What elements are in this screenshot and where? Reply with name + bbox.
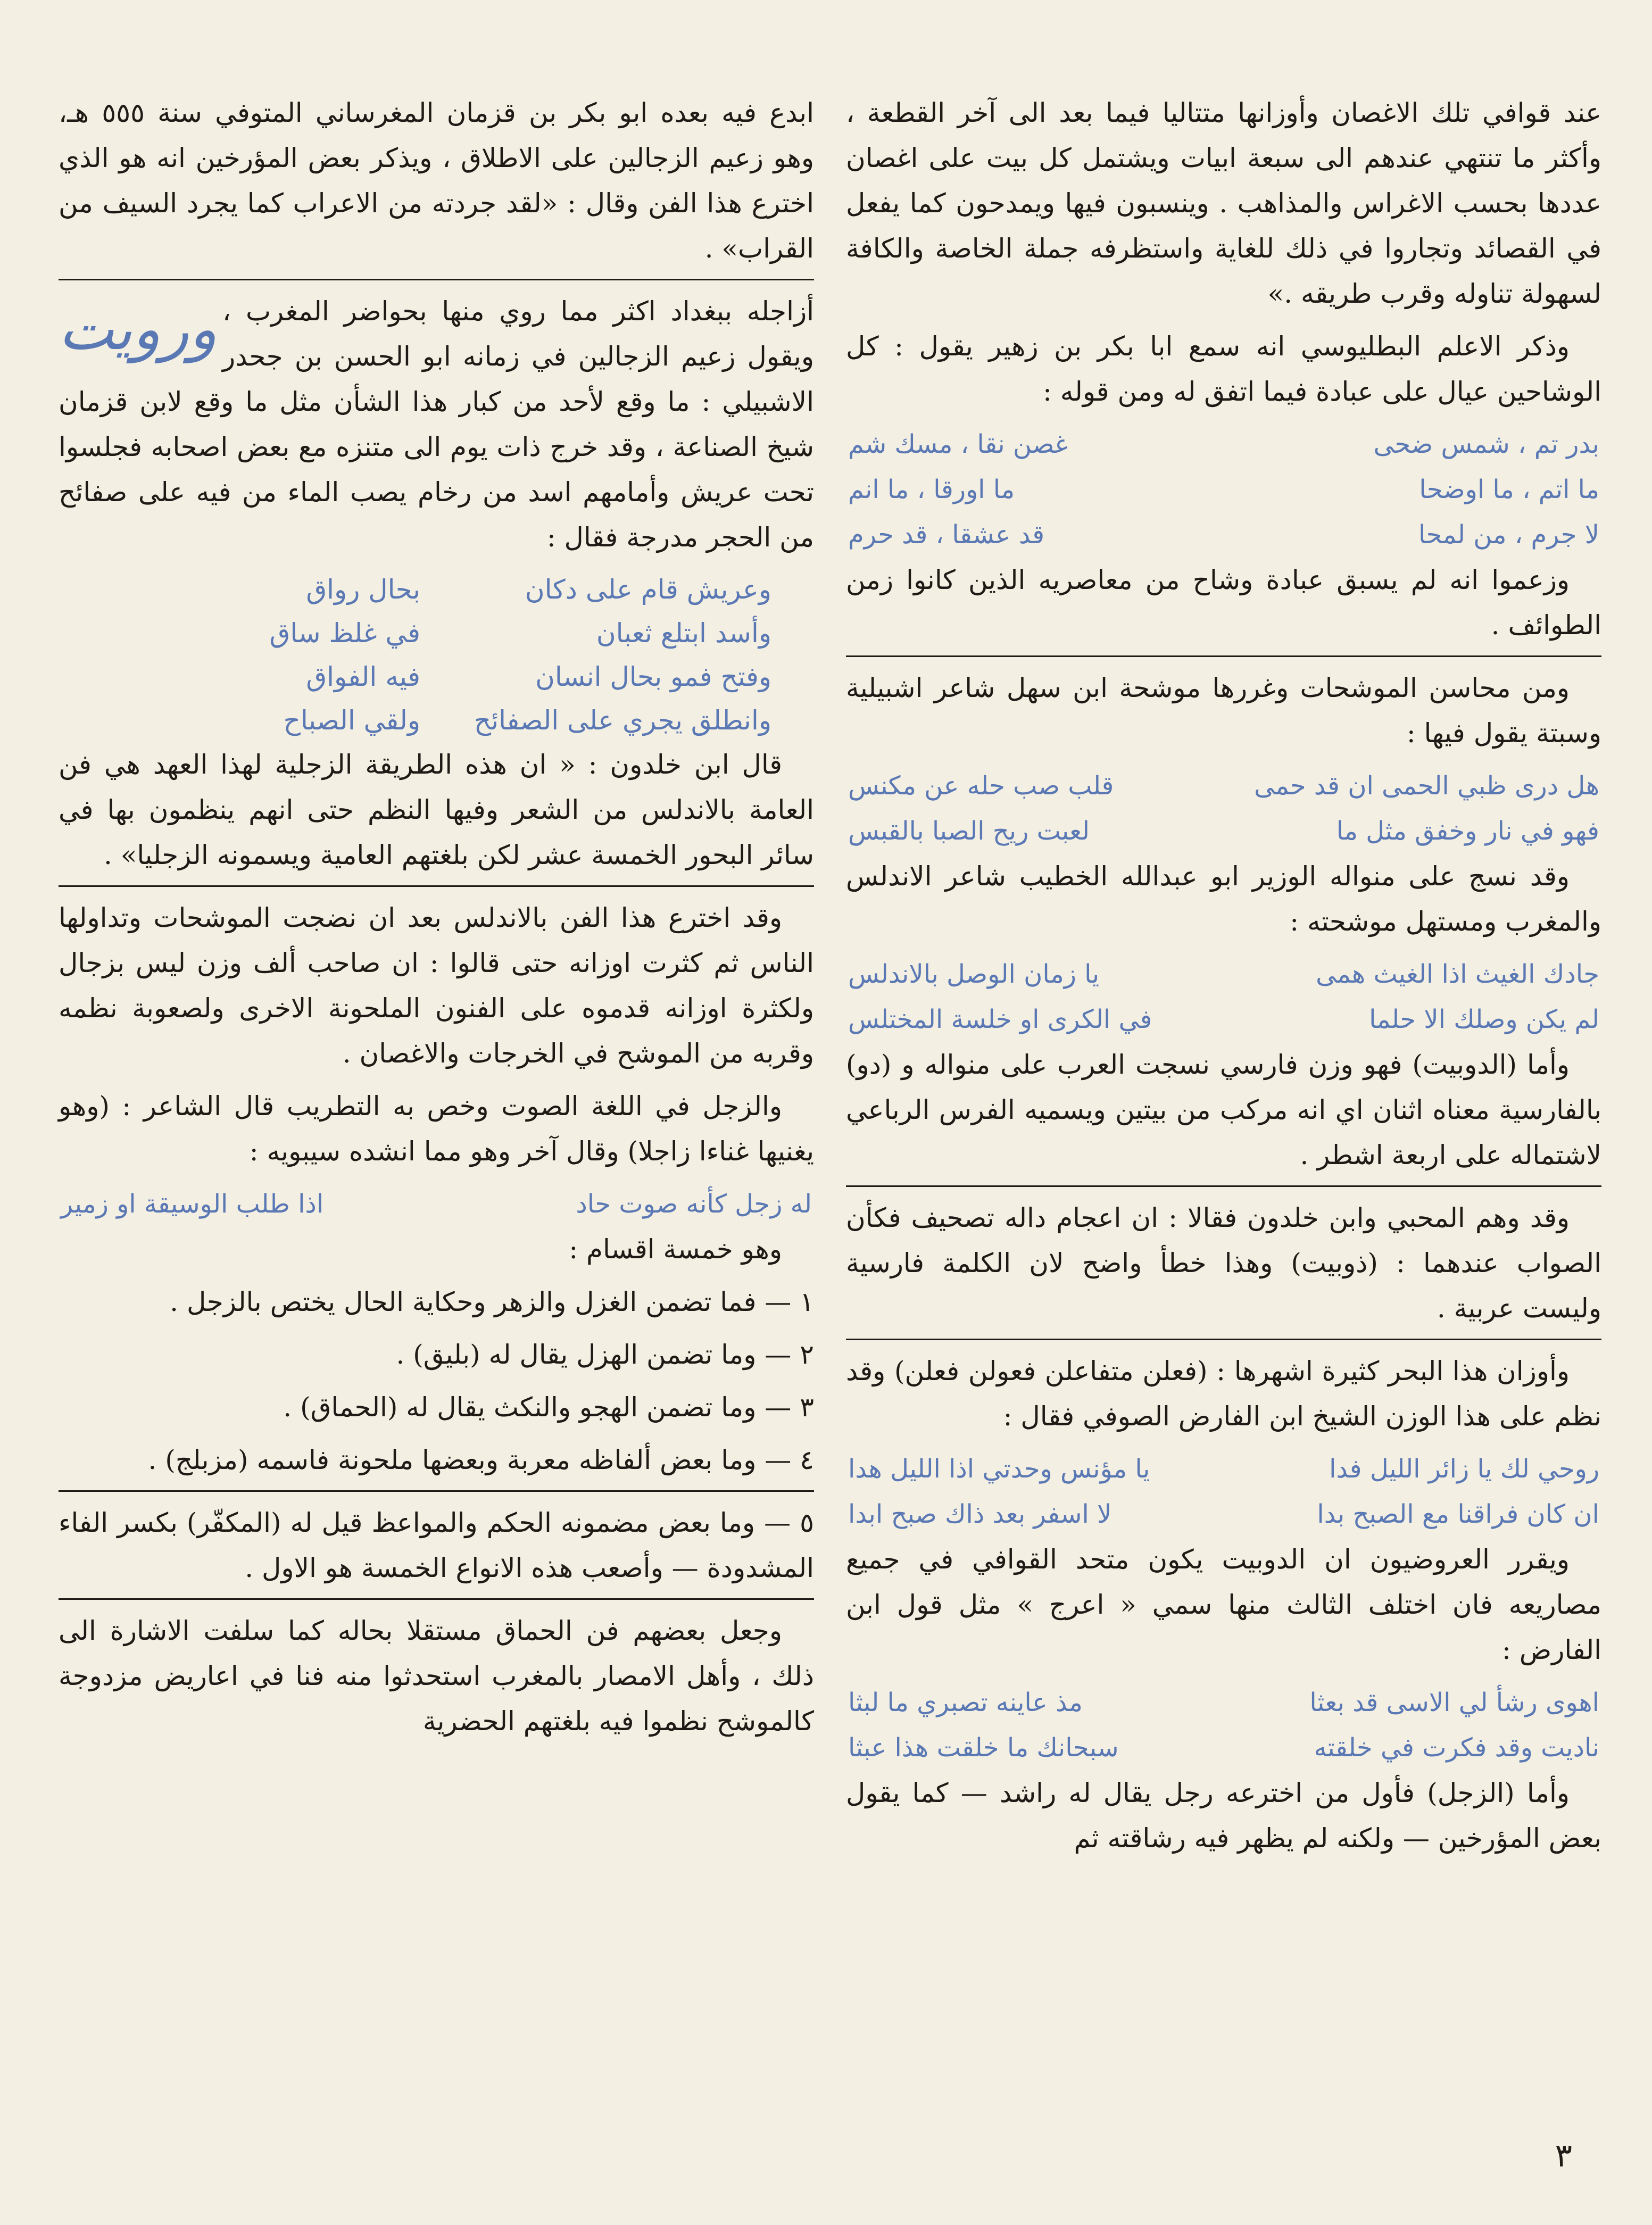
verse-line	[846, 1447, 1601, 1492]
verse-hemistich: روحي لك يا زائر الليل فدا	[1329, 1454, 1599, 1484]
verse-hemistich: وعريش قام على دكان	[525, 574, 771, 605]
verse-hemistich: مذ عاينه تصبري ما لبثا	[848, 1688, 1083, 1717]
verse-hemistich: يا مؤنس وحدتي اذا الليل هدا	[848, 1454, 1150, 1484]
verse-hemistich: في الكرى او خلسة المختلس	[848, 1004, 1152, 1034]
verse-hemistich: في غلظ ساق	[269, 618, 420, 649]
paragraph: وقد اخترع هذا الفن بالاندلس بعد ان نضجت الموشحات وتداولها الناس ثم كثرت اوزانه حتى قالوا : ان صاحب ألف وزن ليس بزجال ولكثرة اوزانه قدموه على الفنون الملحونة الاخرى ولصعوبة نظمه وقربه من الموشح في الخرجات والاغصان .	[59, 902, 814, 1069]
verse-hemistich: لا اسفر بعد ذاك صبح ابدا	[848, 1499, 1112, 1529]
paragraph: وأما (الدوبيت) فهو وزن فارسي نسجت العرب على منواله و (دو) بالفارسية معناه اثنان اي انه مركب من بيتين ويسميه الفرس الرباعي لاشتماله على اربعة اشطر .	[846, 1049, 1601, 1170]
left-column	[59, 90, 814, 1751]
verse-hemistich: ما اتم ، ما اوضحا	[1419, 475, 1599, 504]
verse-line	[846, 467, 1601, 512]
verse-hemistich: ان كان فراقنا مع الصبح بدا	[1317, 1499, 1599, 1529]
verse-hemistich: لا جرم ، من لمحا	[1418, 520, 1599, 550]
verse-hemistich: ما اورقا ، ما انم	[848, 475, 1015, 504]
paragraph: عند قوافي تلك الاغصان وأوزانها متتاليا فيما بعد الى آخر القطعة ، وأكثر ما تنتهي عندهم الى سبعة ابيات ويشتمل كل بيت على اغصان عددها بحسب الاغراس والمذاهب . وينسبون فيها ويمدحون كما يفعل في القصائد وتجاروا في ذلك للغاية واستظرفه جملة الخاصة والكافة لسهولة تناوله وقرب طريقه .»	[846, 97, 1601, 309]
verse-line	[846, 1725, 1601, 1771]
paragraph: وأوزان هذا البحر كثيرة اشهرها : (فعلن متفاعلن فعولن فعلن) وقد نظم على هذا الوزن الشيخ ابن الفارض الصوفي فقال :	[846, 1356, 1601, 1432]
section-divider	[846, 655, 1601, 657]
verse-hemistich: اهوى رشأ لي الاسى قد بعثا	[1309, 1688, 1599, 1717]
verse-hemistich: فهو في نار وخفق مثل ما	[1336, 816, 1599, 846]
section-divider	[59, 279, 814, 280]
paragraph: وقد نسج على منواله الوزير ابو عبدالله الخطيب شاعر الاندلس والمغرب ومستهل موشحته :	[846, 861, 1601, 937]
section-divider	[846, 1339, 1601, 1340]
verse-hemistich: اذا طلب الوسيقة او زمير	[61, 1189, 324, 1219]
verse-line	[846, 997, 1601, 1042]
list-item: ٤ — وما بعض ألفاظه معربة وبعضها ملحونة فاسمه (مزبلج) .	[148, 1444, 814, 1475]
verse-hemistich: سبحانك ما خلقت هذا عبثا	[848, 1733, 1119, 1763]
paragraph: ويقرر العروضيون ان الدوبيت يكون متحد القوافي في جميع مصاريعه فان اختلف الثالث منها سمي « اعرج » مثل قول ابن الفارض :	[846, 1544, 1601, 1665]
paragraph: وأما (الزجل) فأول من اخترعه رجل يقال له راشد — كما يقول بعض المؤرخين — ولكنه لم يظهر فيه رشاقته ثم	[846, 1778, 1601, 1854]
paragraph: والزجل في اللغة الصوت وخص به التطريب قال الشاعر : (وهو يغنيها غناءا زاجلا) وقال آخر وهو مما انشده سيبويه :	[59, 1091, 814, 1167]
verse-hemistich: وأسد ابتلع ثعبان	[596, 618, 771, 649]
section-divider	[846, 1185, 1601, 1187]
verse-line	[846, 763, 1601, 809]
verse-hemistich: قلب صب حله عن مكنس	[848, 771, 1114, 801]
paragraph: قال ابن خلدون : « ان هذه الطريقة الزجلية لهذا العهد هي فن العامة بالاندلس من الشعر وفيها النظم حتى انهم ينظمون بها في سائر البحور الخمسة عشر لكن بلغتهم العامية ويسمونه الزجليا» .	[59, 749, 814, 870]
verse-line	[846, 809, 1601, 854]
section-divider	[59, 1490, 814, 1492]
verse-hemistich: هل درى ظبي الحمى ان قد حمى	[1254, 771, 1599, 801]
list-item: ٣ — وما تضمن الهجو والنكث يقال له (الحماق) .	[283, 1392, 814, 1423]
verse-hemistich: وانطلق يجري على الصفائح	[474, 705, 771, 736]
paragraph: وجعل بعضهم فن الحماق مستقلا بحاله كما سلفت الاشارة الى ذلك ، وأهل الامصار بالمغرب استحدثوا منه فنا في اعاريض مزدوجة كالموشح نظموا فيه بلغتهم الحضرية	[59, 1615, 814, 1737]
verse-hemistich: يا زمان الوصل بالاندلس	[848, 959, 1100, 989]
paragraph: وزعموا انه لم يسبق عبادة وشاح من معاصريه الذين كانوا زمن الطوائف .	[846, 564, 1601, 641]
calligraphy-heading: ورويت	[59, 295, 217, 363]
section-divider	[59, 885, 814, 887]
paragraph: ابدع فيه بعده ابو بكر بن قزمان المغرساني المتوفي سنة ٥٥٥ هـ، وهو زعيم الزجالين على الاطلاق ، ويذكر بعض المؤرخين انه هو الذي اخترع هذا الفن وقال : «لقد جردته من الاعراب كما يجرد السيف من القراب» .	[59, 97, 814, 264]
verse-hemistich: لعبت ريح الصبا بالقبس	[848, 816, 1090, 846]
page-number: ٣	[1555, 2137, 1572, 2174]
verse-hemistich: له زجل كأنه صوت حاد	[576, 1189, 812, 1219]
verse-hemistich: بحال رواق	[306, 574, 420, 605]
section-divider	[59, 1598, 814, 1600]
paragraph: ومن محاسن الموشحات وغررها موشحة ابن سهل شاعر اشبيلية وسبتة يقول فيها :	[846, 673, 1601, 749]
verse-hemistich: فيه الفواق	[306, 661, 420, 692]
verse-line	[846, 422, 1601, 467]
paragraph: وهو خمسة اقسام :	[569, 1234, 782, 1265]
verse-hemistich: وفتح فمو بحال انسان	[535, 661, 771, 692]
paragraph: وقد وهم المحبي وابن خلدون فقالا : ان اعجام داله تصحيف فكأن الصواب عندهما : (ذوبيت) وهذا خطأ واضح لان الكلمة فارسية وليست عربية .	[846, 1202, 1602, 1324]
verse-line	[846, 952, 1601, 997]
right-column	[846, 90, 1601, 1869]
verse-line	[846, 1492, 1601, 1537]
list-item: ٢ — وما تضمن الهزل يقال له (بليق) .	[396, 1339, 814, 1370]
list-item: ١ — فما تضمن الغزل والزهر وحكاية الحال يختص بالزجل .	[170, 1286, 814, 1317]
verse-line	[846, 512, 1601, 558]
verse-hemistich: قد عشقا ، قد حرم	[848, 520, 1045, 550]
list-item: ٥ — وما بعض مضمونه الحكم والمواعظ قيل له (المكفّر) بكسر الفاء المشدودة — وأصعب هذه الانواع الخمسة هو الاول .	[59, 1507, 814, 1583]
verse-line	[59, 1182, 814, 1227]
verse-line	[846, 1680, 1601, 1725]
verse-hemistich: ولقي الصباح	[283, 705, 420, 736]
paragraph: وذكر الاعلم البطليوسي انه سمع ابا بكر بن زهير يقول : كل الوشاحين عيال على عبادة فيما اتفق له ومن قوله :	[846, 331, 1601, 407]
paragraph: أزاجله ببغداد اكثر مما روي منها بحواضر المغرب ، ويقول زعيم الزجالين في زمانه ابو الحسن بن جحدر الاشبيلي : ما وقع لأحد من كبار هذا الشأن مثل ما وقع لابن قزمان شيخ الصناعة ، وقد خرج ذات يوم الى متنزه مع بعض اصحابه فجلسوا تحت عريش وأمامهم اسد من رخام يصب الماء من فيه على صفائح من الحجر مدرجة فقال :	[59, 296, 814, 553]
verse-hemistich: غصن نقا ، مسك شم	[848, 429, 1068, 459]
verse-hemistich: لم يكن وصلك الا حلما	[1369, 1004, 1599, 1034]
verse-hemistich: ناديت وقد فكرت في خلقته	[1314, 1733, 1599, 1763]
verse-hemistich: بدر تم ، شمس ضحى	[1373, 429, 1599, 459]
zajal-stanza	[101, 568, 771, 742]
verse-hemistich: جادك الغيث اذا الغيث همى	[1316, 959, 1599, 989]
